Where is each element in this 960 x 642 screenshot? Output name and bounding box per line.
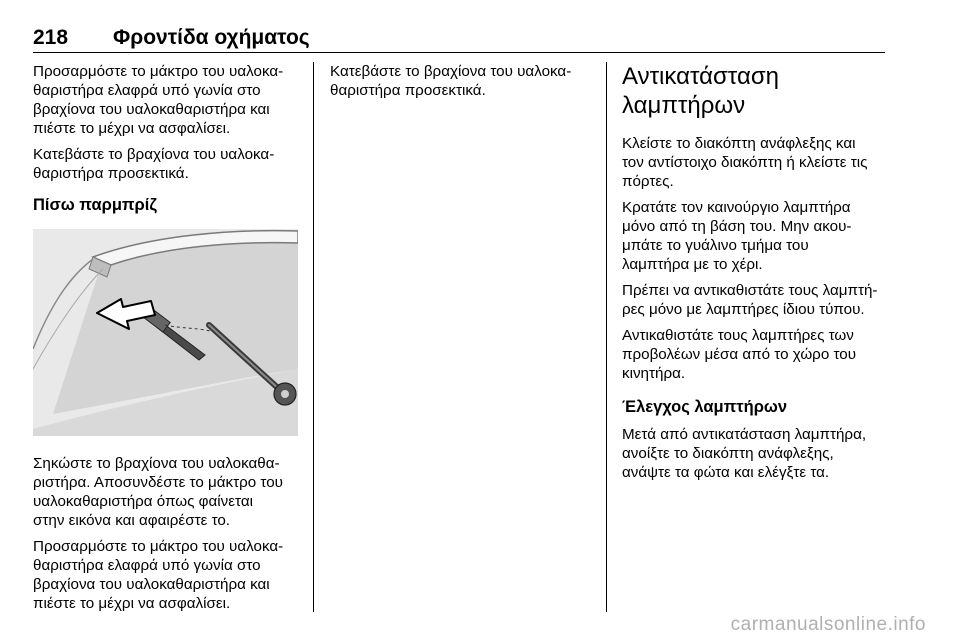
- column-3: [622, 62, 892, 489]
- heading-rear-windscreen: Πίσω παρμπρίζ: [33, 196, 157, 214]
- paragraph-hold-bulb: Κρατάτε τον καινούργιο λαμπτήρα μόνο από τη βάση του. Μην ακου‐ μπάτε το γυάλινο τμήμα του λαμπτήρα με το χέρι.: [622, 199, 852, 273]
- column-divider-2: [606, 62, 607, 612]
- paragraph-engine-compartment: Αντικαθιστάτε τους λαμπτήρες των προβολέων μέσα από το χώρο του κινητήρα.: [622, 327, 857, 382]
- paragraph-remove-blade: Σηκώστε το βραχίονα του υαλοκαθα‐ ριστήρα. Αποσυνδέστε το μάκτρο του υαλοκαθαριστήρα όπως φαίνεται στην εικόνα και αφαιρέστε το.: [33, 455, 283, 529]
- page-number: 218: [33, 26, 69, 49]
- chapter-title: Φροντίδα οχήματος: [113, 26, 310, 49]
- column-1: [33, 62, 298, 620]
- paragraph-attach-blade: Προσαρμόστε το μάκτρο του υαλοκα‐ θαριστήρα ελαφρά υπό γωνία στο βραχίονα του υαλοκαθαριστήρα και πιέστε το μέχρι να ασφαλίσει.: [33, 63, 284, 137]
- watermark: carmanualsonline.info: [730, 614, 926, 635]
- paragraph-lower-arm: Κατεβάστε το βραχίονα του υαλοκα‐ θαριστήρα προσεκτικά.: [33, 146, 275, 182]
- heading-bulb-replacement: Αντικατάσταση λαμπτήρων: [622, 63, 779, 119]
- paragraph-check-lights: Μετά από αντικατάσταση λαμπτήρα, ανοίξτε το διακόπτη ανάφλεξης, ανάψτε τα φώτα και ελέγξτε τα.: [622, 426, 867, 481]
- column-2: [330, 62, 595, 107]
- heading-bulb-check: Έλεγχος λαμπτήρων: [622, 398, 788, 416]
- paragraph-ignition-off: Κλείστε το διακόπτη ανάφλεξης και τον αντίστοιχο διακόπτη ή κλείστε τις πόρτες.: [622, 135, 868, 190]
- paragraph-attach-blade-rear: Προσαρμόστε το μάκτρο του υαλοκα‐ θαριστήρα ελαφρά υπό γωνία στο βραχίονα του υαλοκαθαριστήρα και πιέστε το μέχρι να ασφαλίσει.: [33, 538, 284, 612]
- column-divider-1: [313, 62, 314, 612]
- paragraph-lower-arm-rear: Κατεβάστε το βραχίονα του υαλοκα‐ θαριστήρα προσεκτικά.: [330, 63, 572, 99]
- paragraph-same-type: Πρέπει να αντικαθιστάτε τους λαμπτή‐ ρες μόνο με λαμπτήρες ίδιου τύπου.: [622, 282, 878, 318]
- rear-wiper-illustration: [33, 229, 298, 436]
- page-header: [33, 26, 885, 53]
